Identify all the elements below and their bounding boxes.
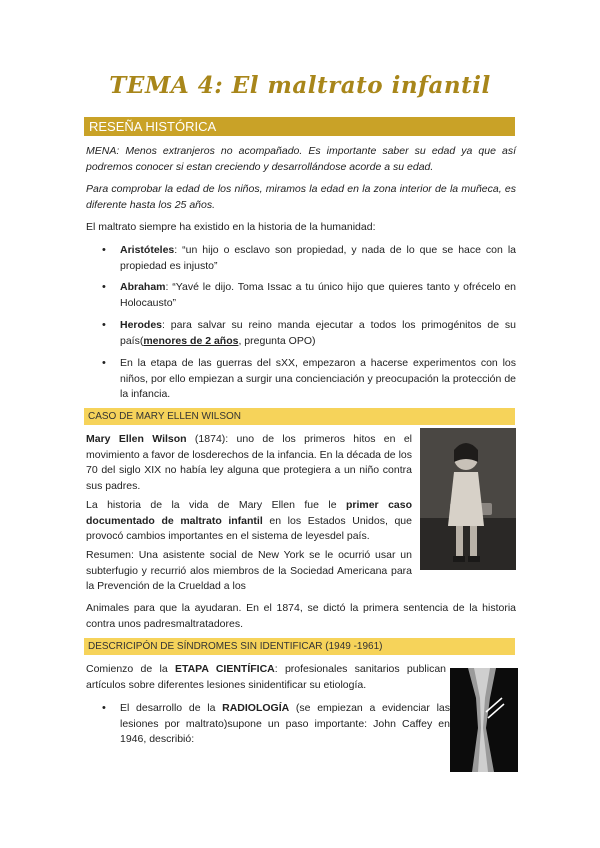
bullet-dot: • [102, 319, 106, 331]
section-heading-resena: RESEÑA HISTÓRICA [84, 117, 515, 136]
bullet-text: : “Yavé le dijo. Toma Issac a tu único hijo que quieres tanto y ofrécelo en Holocausto” [120, 281, 516, 309]
paragraph-text: La historia de la vida de Mary Ellen fue le [86, 499, 346, 511]
paragraph-text: (1874): uno de los primeros hitos en el movimiento a favor de losderechos de la infancia. En la década de los 70 del siglo XIX no había ley alguna que protegiera a un niño contra sus padres. [86, 433, 412, 492]
bullet-text: El desarrollo de la [120, 702, 223, 714]
bullet-radiologia [120, 701, 450, 748]
bullet-dot: • [102, 357, 106, 369]
bullet-herodes [120, 318, 516, 349]
intro-paragraph: El maltrato siempre ha existido en la historia de la humanidad: [86, 221, 376, 233]
bullet-text: (se empiezan a evidenciar las lesiones por maltrato)supone un paso importante: John Caffey en 1946, describió: [120, 702, 450, 745]
bullet-guerras: En la etapa de las guerras del sXX, empezaron a hacerse experimentos con los niños, por ello empiezan a surgir una concienciación y preocupación la protección de la infancia. [120, 357, 516, 400]
section-heading-sindromes: DESCRICIPÓN DE SÍNDROMES SIN IDENTIFICAR (1949 -1961) [84, 638, 515, 655]
bullet-bold: Herodes [120, 319, 163, 331]
mena-text: Menos extranjeros no acompañado. Es importante saber su edad ya que así podremos conocer si estan creciendo y desarrollándose acorde a su edad. [86, 145, 516, 173]
bullet-text: : para salvar su reino manda ejecutar a todos los primogénitos de su país( [120, 319, 516, 347]
mary-ellen-photo [420, 428, 516, 570]
paragraph-text: : profesionales sanitarios publican artículos sobre diferentes lesiones sinidentificar su etiología. [86, 663, 446, 691]
mary-ellen-paragraph-1 [86, 432, 412, 494]
bold-text: ETAPA CIENTÍFICA [174, 663, 275, 675]
mary-ellen-paragraph-2 [86, 498, 412, 545]
summary-text: Resumen: Una asistente social de New York se le ocurrió usar un subterfugio y recurrió alos miembros de la Sociedad Americana para la Prevención de la Crueldad a los [86, 549, 412, 592]
etapa-cientifica-paragraph [86, 662, 446, 693]
photo-illustration [420, 428, 516, 570]
bullet-text: : “un hijo o esclavo son propiedad, y nada de lo que se hace con la propiedad es injusto” [120, 244, 516, 272]
bullet-dot: • [102, 702, 106, 714]
mena-paragraph [86, 144, 516, 175]
xray-illustration [450, 668, 518, 772]
bullet-bold: RADIOLOGÍA [222, 702, 290, 714]
bullet-text: , pregunta OPO) [238, 334, 316, 347]
bullet-abraham [120, 280, 516, 311]
bullet-aristoteles [120, 243, 516, 274]
bullet-bold: Abraham [120, 281, 166, 293]
section-heading-mary-ellen: CASO DE MARY ELLEN WILSON [84, 408, 515, 425]
doll-paragraph: Para comprobar la edad de los niños, miramos la edad en la zona interior de la muñeca, es diferente hasta los 25 años. [86, 183, 516, 211]
mary-ellen-name: Mary Ellen Wilson [86, 433, 187, 445]
mary-ellen-paragraph-4: Animales para que la ayudaran. En el 1874, se dictó la primera sentencia de la historia contra unos padresmaltratadores. [86, 602, 516, 630]
mena-label: MENA: [86, 145, 120, 157]
page-title: TEMA 4: El maltrato infantil [109, 72, 491, 99]
paragraph-text: en los Estados Unidos, que provocó cambios importantes en el sistema de leyesdel país. [86, 514, 412, 542]
xray-image [450, 668, 518, 772]
bullet-bold: Aristóteles [120, 244, 175, 256]
paragraph-text: Comienzo de la [86, 663, 175, 675]
bold-text: primer caso documentado de maltrato infantil [86, 499, 412, 527]
bullet-dot: • [102, 244, 106, 256]
underlined-text: menores de 2 años [143, 334, 239, 347]
bullet-dot: • [102, 281, 106, 293]
